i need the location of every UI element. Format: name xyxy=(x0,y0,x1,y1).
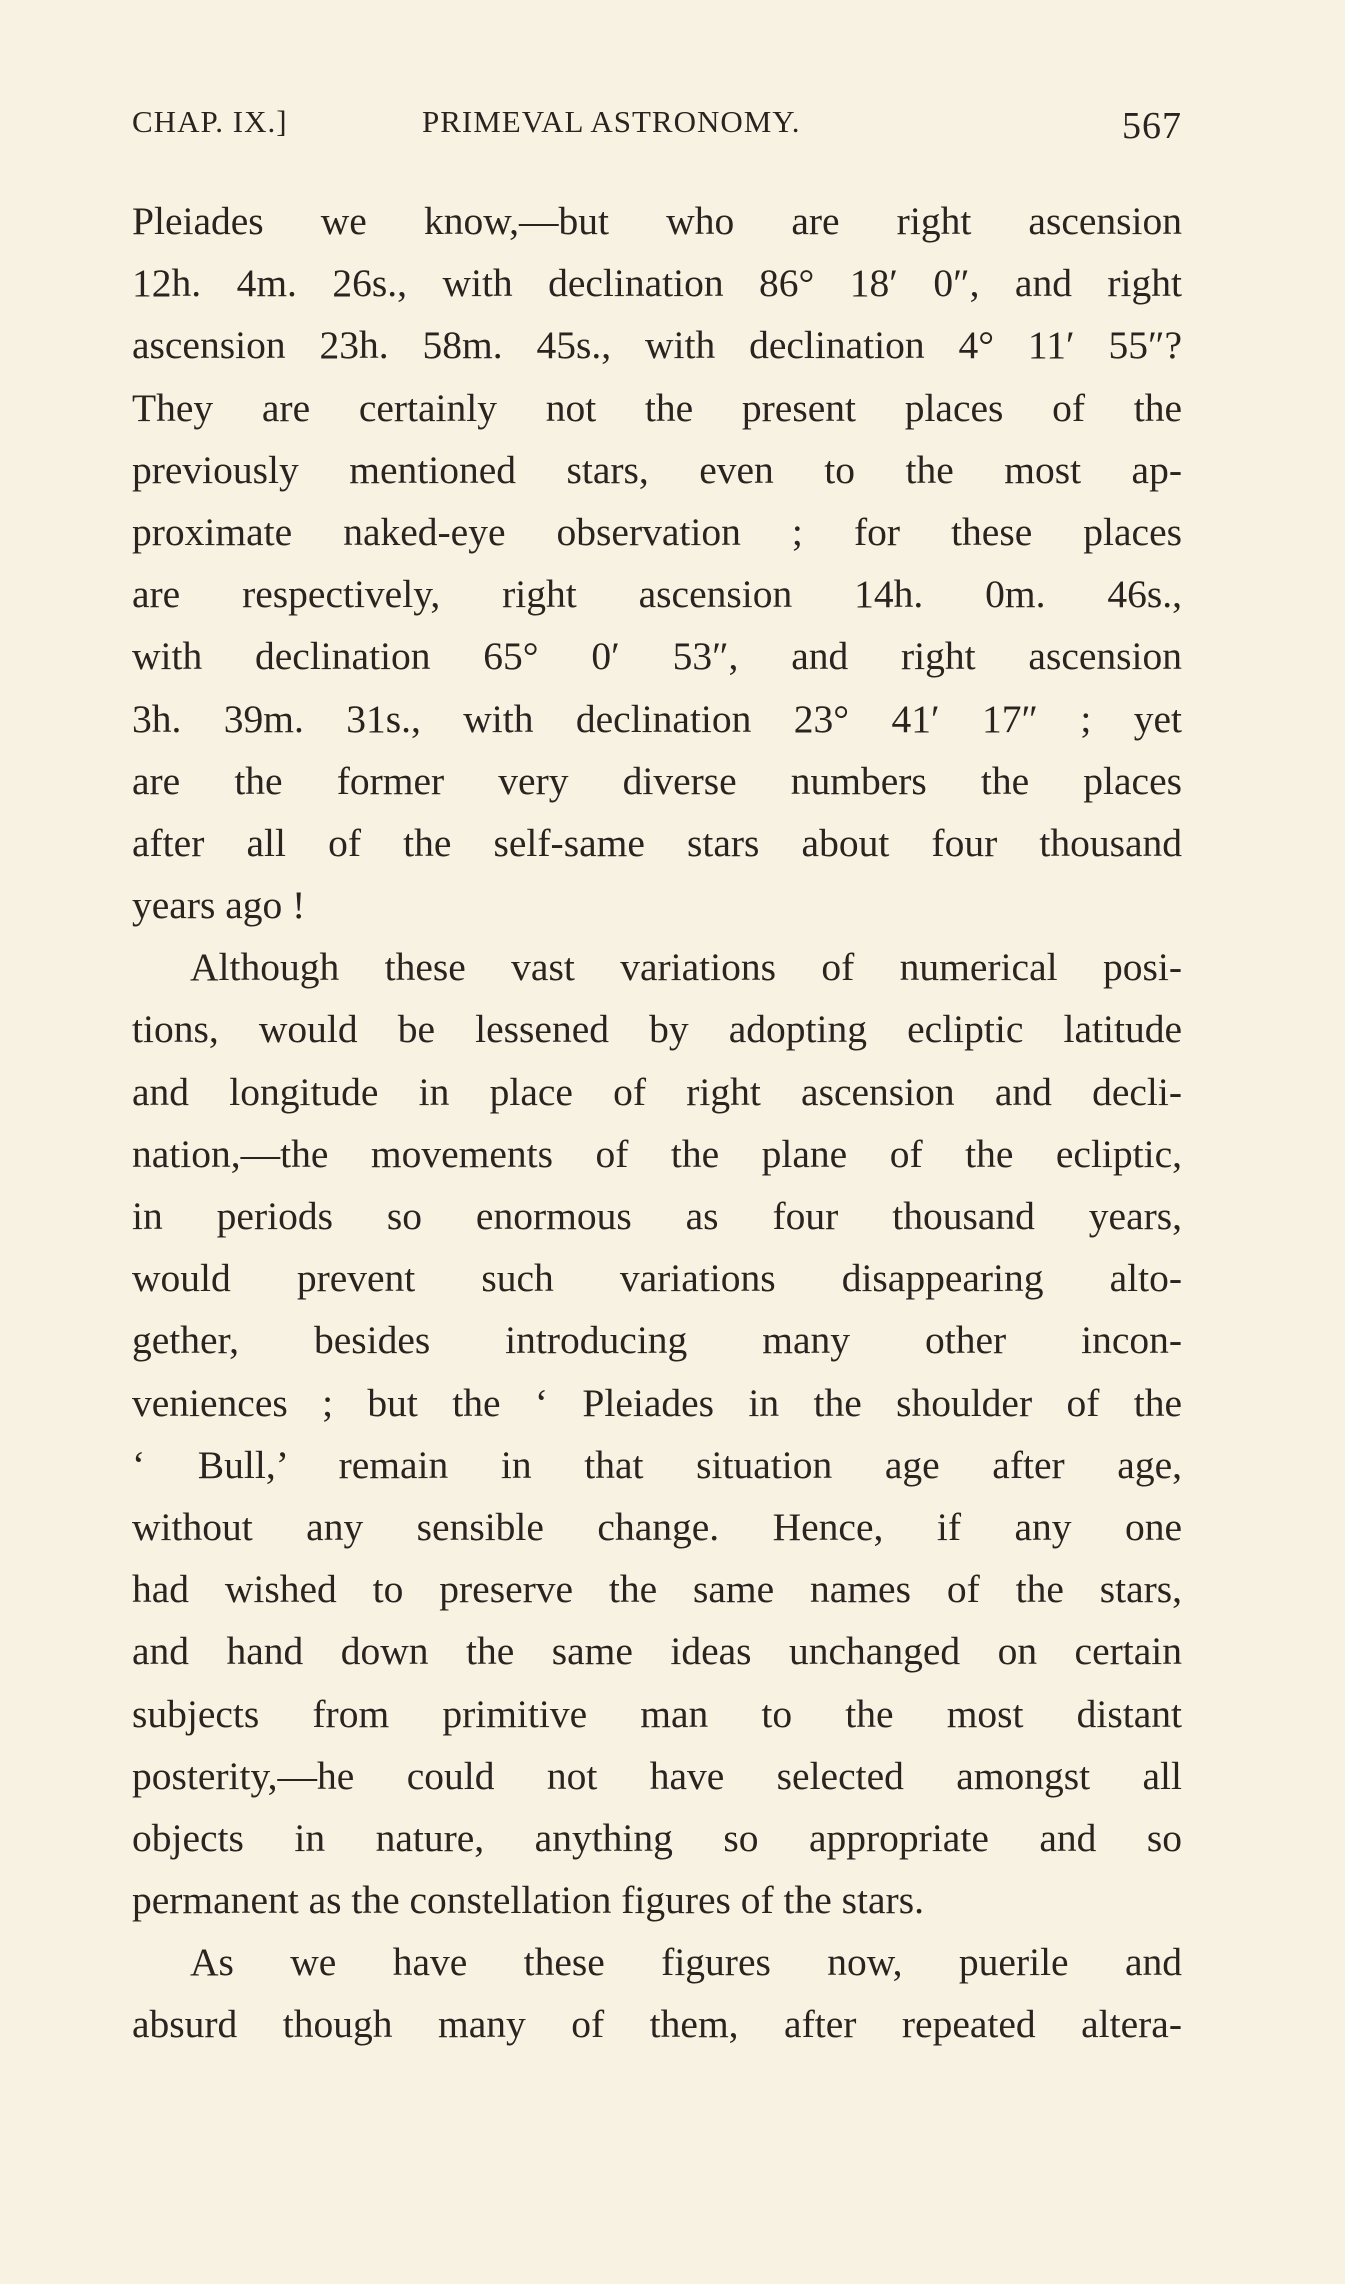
text-line: 3h. 39m. 31s., with declination 23° 41′ 17″ ; yet xyxy=(132,696,1182,741)
paragraph-end-line: permanent as the constellation figures of the stars. xyxy=(132,1878,924,1923)
text-line: in periods so enormous as four thousand years, xyxy=(132,1194,1182,1238)
text-line: and longitude in place of right ascension and decli- xyxy=(132,1069,1182,1114)
text-line: absurd though many of them, after repeated altera- xyxy=(132,2002,1182,2047)
text-line: previously mentioned stars, even to the most ap- xyxy=(132,447,1182,492)
text-line: objects in nature, anything so appropriate and so xyxy=(132,1815,1182,1860)
text-line: without any sensible change. Hence, if any one xyxy=(132,1504,1182,1549)
text-line: gether, besides introducing many other incon- xyxy=(132,1318,1182,1363)
text-line: had wished to preserve the same names of the stars, xyxy=(132,1567,1182,1612)
text-line: are respectively, right ascension 14h. 0m. 46s., xyxy=(132,572,1182,617)
text-line: would prevent such variations disappearing alto- xyxy=(132,1256,1182,1301)
page-number: 567 xyxy=(1122,105,1182,147)
running-title: PRIMEVAL ASTRONOMY. xyxy=(422,104,801,139)
text-line: Pleiades we know,—but who are right ascension xyxy=(132,199,1182,243)
text-line: tions, would be lessened by adopting ecliptic latitude xyxy=(132,1007,1182,1052)
text-line: They are certainly not the present places of the xyxy=(132,385,1182,430)
text-line: are the former very diverse numbers the places xyxy=(132,758,1182,803)
text-line: proximate naked-eye observation ; for these places xyxy=(132,509,1182,554)
text-line: ascension 23h. 58m. 45s., with declination 4° 11′ 55″? xyxy=(132,323,1182,368)
text-line: with declination 65° 0′ 53″, and right ascension xyxy=(132,634,1182,679)
paragraph-end-line: years ago ! xyxy=(132,883,306,928)
chapter-label: CHAP. IX.] xyxy=(132,104,288,139)
running-head xyxy=(132,104,1182,152)
text-line: after all of the self-same stars about four thousand xyxy=(132,820,1182,865)
text-line: ‘ Bull,’ remain in that situation age after age, xyxy=(132,1442,1182,1487)
text-line: posterity,—he could not have selected amongst all xyxy=(132,1753,1182,1798)
text-line: nation,—the movements of the plane of the ecliptic, xyxy=(132,1131,1182,1176)
paragraph-start-line: As we have these figures now, puerile and xyxy=(190,1940,1182,1985)
paragraph-start-line: Although these vast variations of numerical posi- xyxy=(190,945,1182,990)
text-line: veniences ; but the ‘ Pleiades in the shoulder of the xyxy=(132,1380,1182,1425)
text-line: 12h. 4m. 26s., with declination 86° 18′ 0″, and right xyxy=(132,261,1182,306)
text-line: and hand down the same ideas unchanged on certain xyxy=(132,1629,1182,1674)
text-line: subjects from primitive man to the most distant xyxy=(132,1691,1182,1736)
body-text xyxy=(132,190,1182,2056)
